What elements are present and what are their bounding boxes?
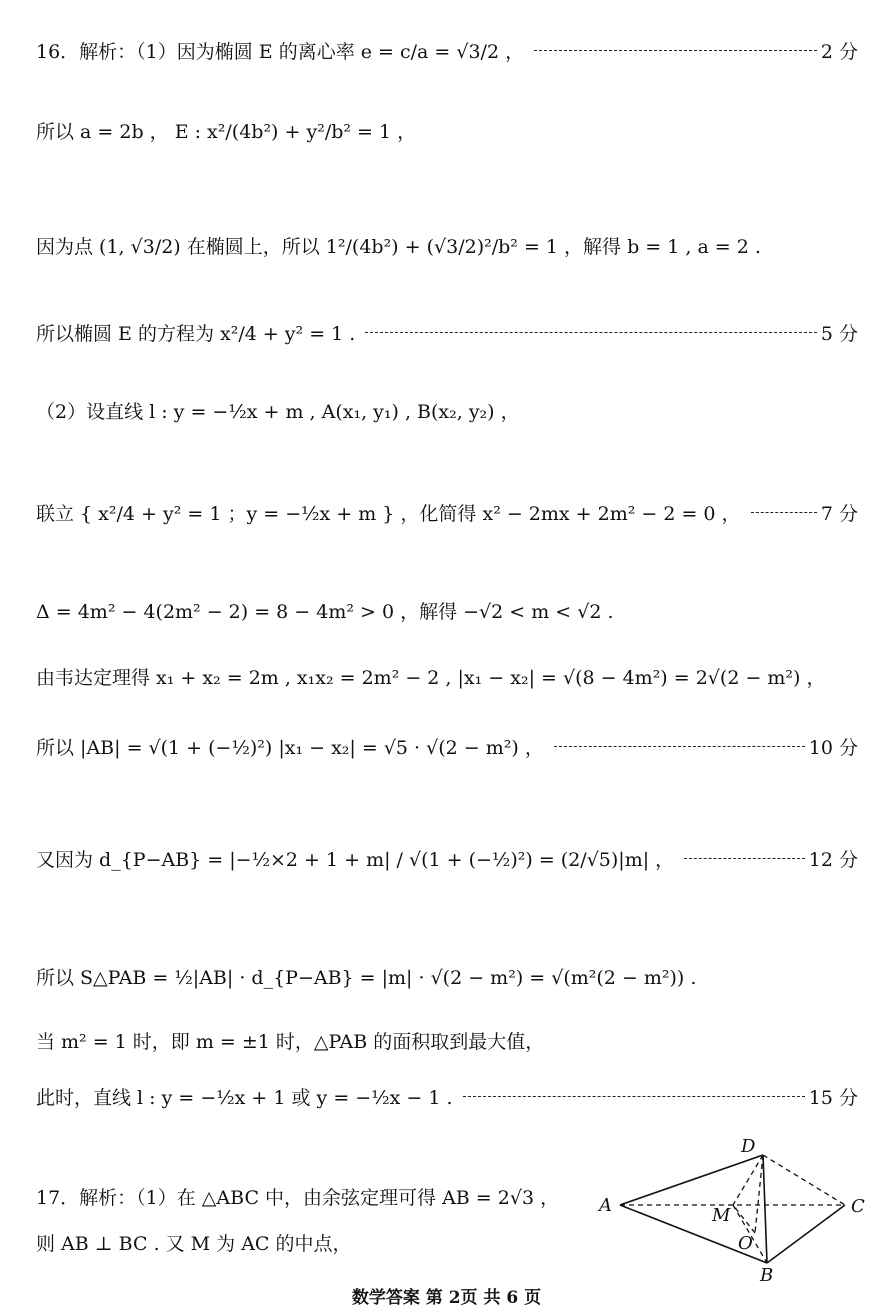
edge-AD	[620, 1155, 763, 1205]
p16-line-8-text: 由韦达定理得 x₁ + x₂ = 2m , x₁x₂ = 2m² − 2 , |x₁ − x₂| = √(8 − 4m²) = 2√(2 − m²) ，	[36, 666, 826, 689]
dash-leader	[365, 332, 817, 333]
dash-leader	[554, 746, 805, 747]
pyramid-figure-svg	[595, 1135, 880, 1285]
score-5: 5 分	[820, 322, 858, 345]
edge-DC	[763, 1155, 845, 1205]
score-2: 2 分	[820, 40, 858, 63]
p16-line-2	[36, 110, 858, 150]
p16-line-12-text: 当 m² = 1 时，即 m = ±1 时，△PAB 的面积取到最大值，	[36, 1030, 545, 1053]
p16-line-2-text: 所以 a = 2b ， E : x²/(4b²) + y²/b² = 1 ，	[36, 120, 417, 143]
edge-OM	[733, 1205, 755, 1233]
p16-line-6	[36, 492, 858, 532]
p16-line-11	[36, 956, 858, 996]
p16-line-3-text: 因为点 (1, √3/2) 在椭圆上，所以 1²/(4b²) + (√3/2)²/b² = 1 ，解得 b = 1 , a = 2 .	[36, 235, 761, 258]
page-footer: 数学答案 第 2页 共 6 页	[351, 1288, 542, 1308]
label-M: M	[712, 1205, 731, 1226]
p16-line-13	[36, 1076, 858, 1116]
score-15: 15 分	[808, 1086, 858, 1109]
p16-line-9-text: 所以 |AB| = √(1 + (−½)²) |x₁ − x₂| = √5 · √(2 − m²) ，	[36, 736, 544, 759]
label-D: D	[741, 1136, 756, 1157]
score-7: 7 分	[820, 502, 858, 525]
p17-line-1-text: 17．解析：（1）在 △ABC 中，由余弦定理可得 AB = 2√3 ，	[36, 1186, 560, 1209]
p16-line-5-text: （2）设直线 l : y = −½x + m , A(x₁, y₁) , B(x₂, y₂) ，	[36, 400, 520, 423]
p16-line-4	[36, 312, 858, 352]
p16-line-13-text: 此时，直线 l : y = −½x + 1 或 y = −½x − 1 .	[36, 1086, 453, 1109]
dash-leader	[534, 50, 817, 51]
p16-line-11-text: 所以 S△PAB = ½|AB| · d_{P−AB} = |m| · √(2 − m²) = √(m²(2 − m²)) .	[36, 966, 697, 989]
dash-leader	[751, 512, 817, 513]
p16-line-10-text: 又因为 d_{P−AB} = |−½×2 + 1 + m| / √(1 + (−½)²) = (2/√5)|m| ，	[36, 848, 675, 871]
p17-line-2-text: 则 AB ⊥ BC . 又 M 为 AC 的中点，	[36, 1232, 352, 1255]
edge-BC	[767, 1205, 845, 1263]
p16-line-7	[36, 590, 858, 630]
p16-line-5	[36, 390, 858, 430]
p16-line-9	[36, 726, 858, 766]
label-O: O	[738, 1233, 753, 1254]
p17-line-2	[36, 1222, 596, 1262]
dash-leader	[684, 858, 805, 859]
dash-leader	[463, 1096, 805, 1097]
label-A: A	[599, 1195, 612, 1216]
p16-line-10	[36, 838, 858, 878]
edge-DB	[763, 1155, 767, 1263]
p16-line-12	[36, 1020, 858, 1060]
label-C: C	[851, 1196, 865, 1217]
pyramid-figure	[595, 1135, 880, 1285]
p16-line-6-text: 联立 { x²/4 + y² = 1 ；y = −½x + m } ，化简得 x² − 2mx + 2m² − 2 = 0 ，	[36, 502, 741, 525]
score-12: 12 分	[808, 848, 858, 871]
p16-line-4-text: 所以椭圆 E 的方程为 x²/4 + y² = 1 .	[36, 322, 356, 345]
p17-line-1	[36, 1176, 616, 1216]
p16-line-1	[36, 30, 858, 70]
p16-line-3	[36, 225, 858, 265]
label-B: B	[760, 1265, 774, 1285]
p16-line-7-text: Δ = 4m² − 4(2m² − 2) = 8 − 4m² > 0 ，解得 −√2 < m < √2 .	[36, 600, 614, 623]
score-10: 10 分	[808, 736, 858, 759]
p16-line-1-text: 16．解析：（1）因为椭圆 E 的离心率 e = c/a = √3/2 ，	[36, 40, 525, 63]
p16-line-8	[36, 656, 858, 696]
edge-DM	[733, 1155, 763, 1205]
